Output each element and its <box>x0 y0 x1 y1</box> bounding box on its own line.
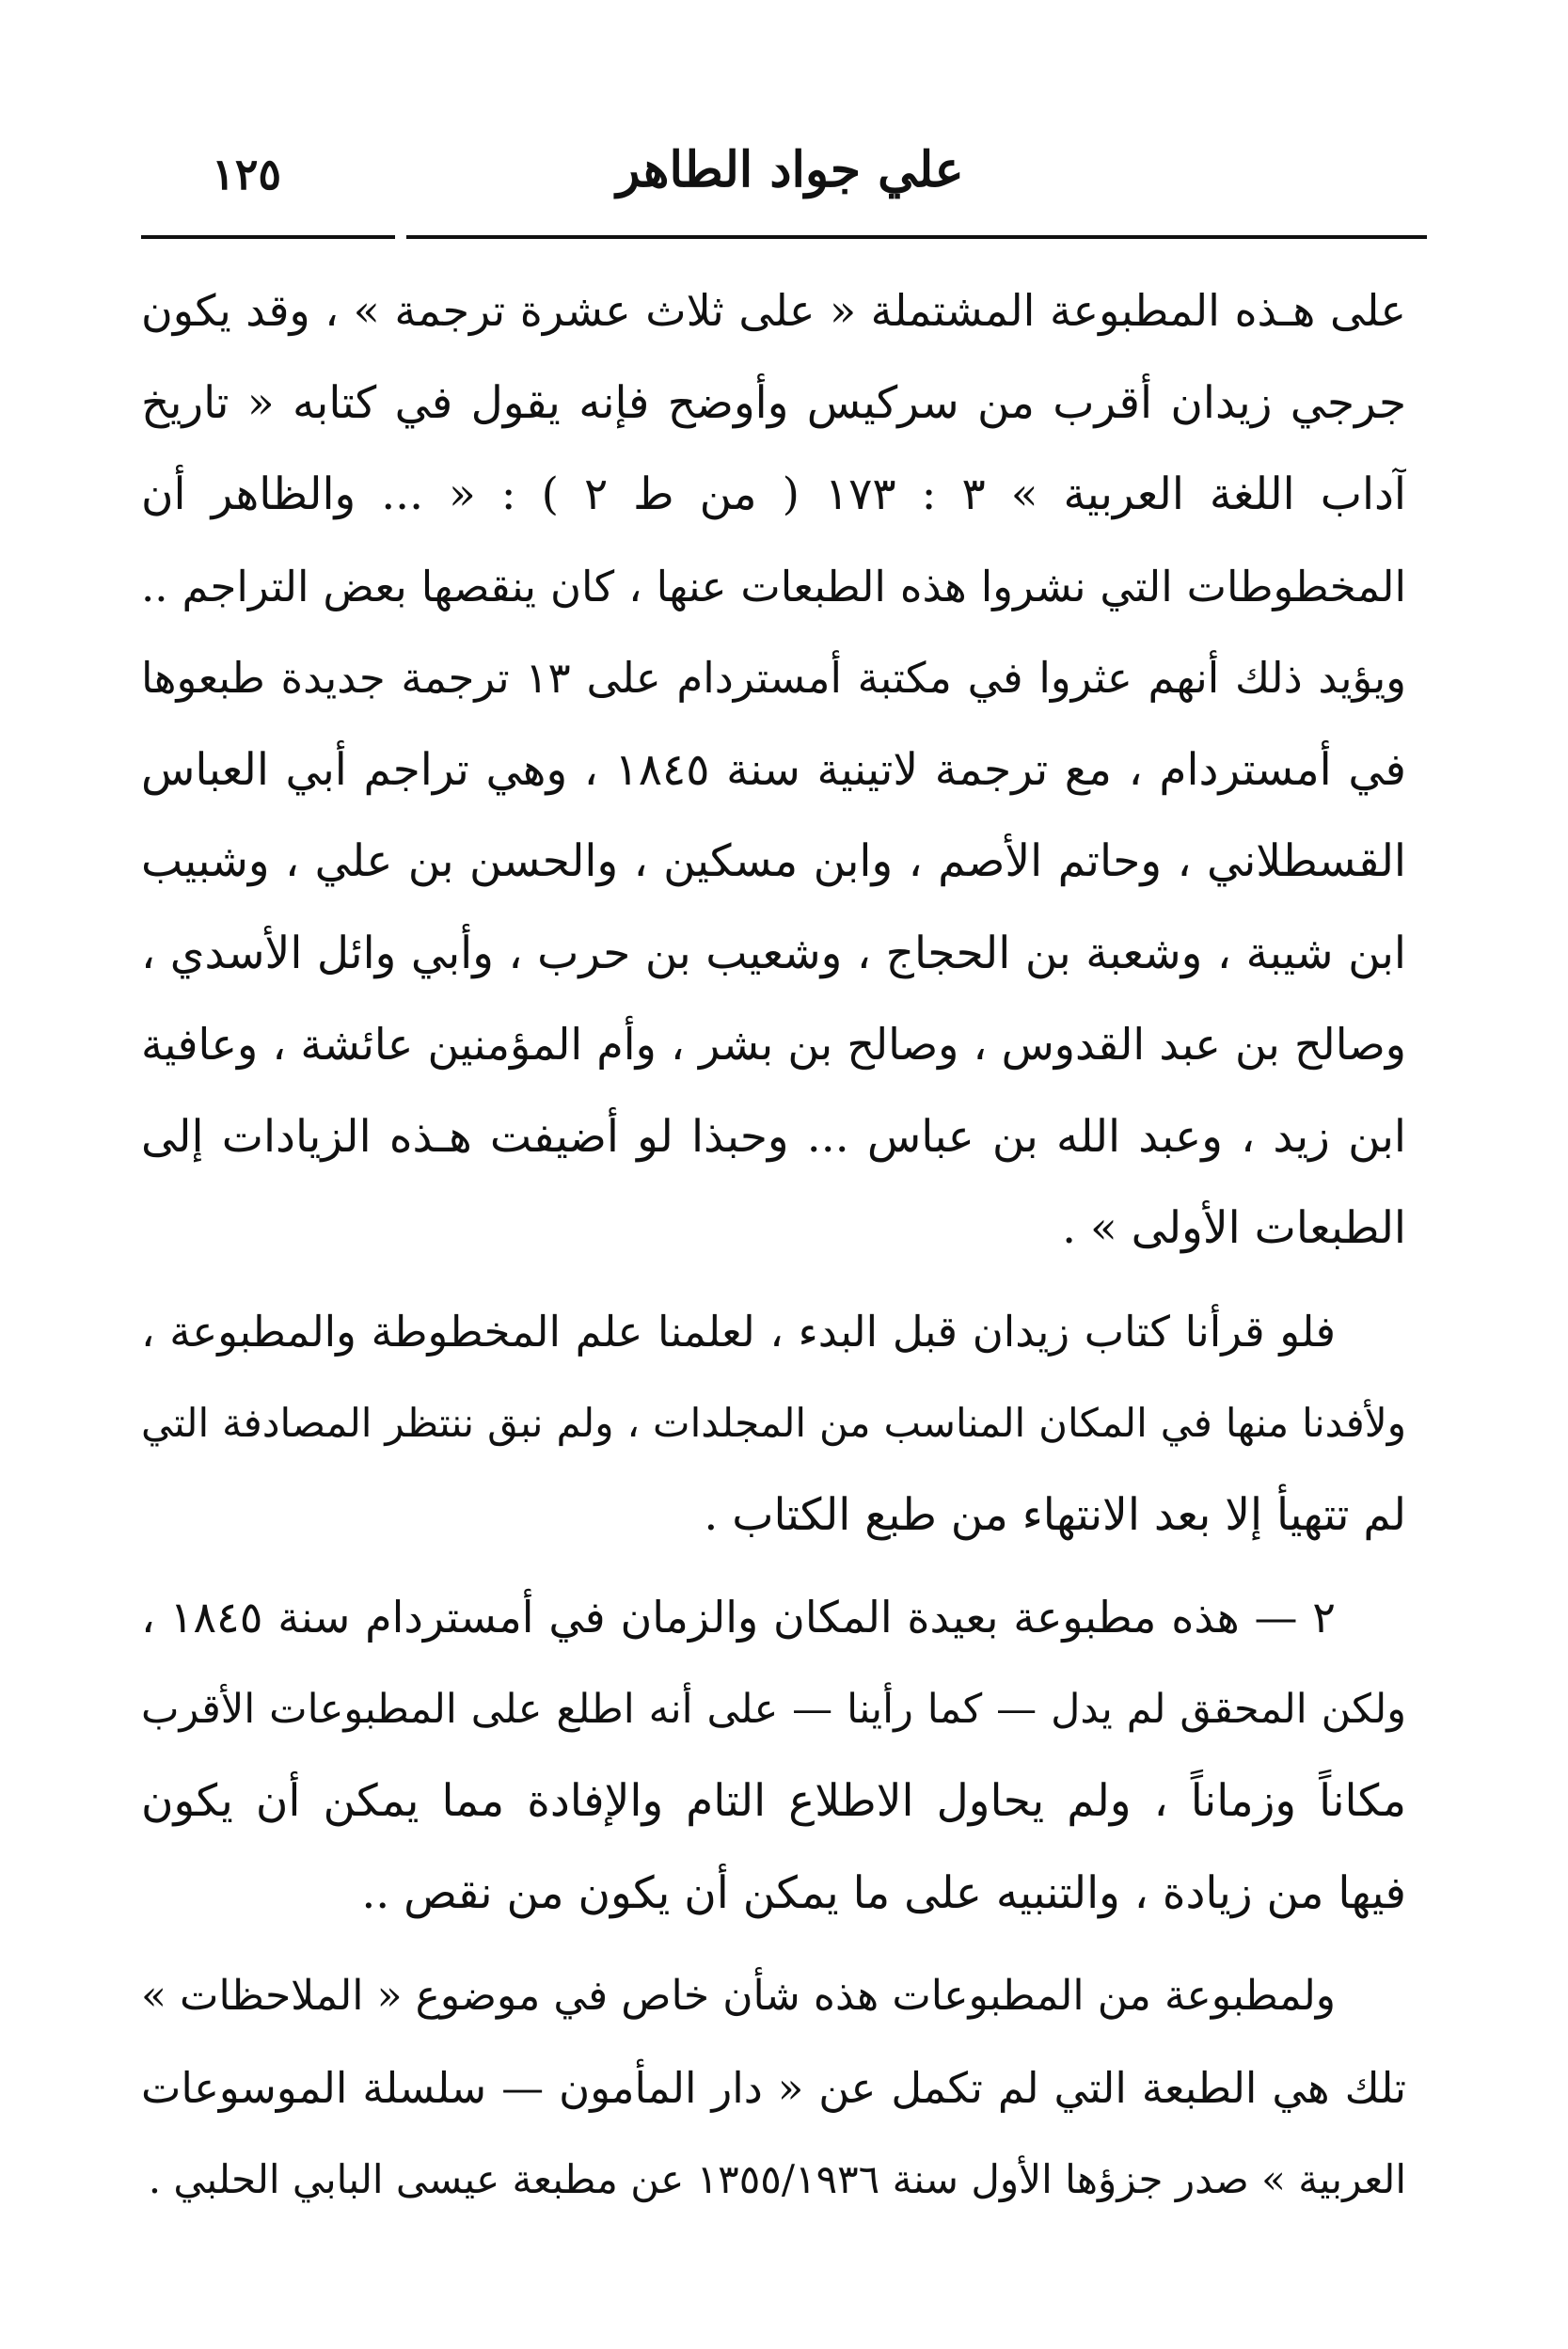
paragraph-gap <box>141 1275 1406 1286</box>
body-text <box>141 265 1406 2226</box>
text-line: على هـذه المطبوعة المشتملة « على ثلاث عشرة ترجمة » ، وقد يكون <box>141 285 1406 336</box>
header-rule-left <box>141 235 395 239</box>
page-number: ١٢٥ <box>212 149 282 199</box>
text-line: الطبعات الأولى » . <box>1062 1202 1406 1254</box>
text-line: ابن شيبة ، وشعبة بن الحجاج ، وشعيب بن حرب ، وأبي وائل الأسدي ، <box>141 927 1406 979</box>
text-line: ولكن المحقق لم يدل — كما رأينا — على أنه اطلع على المطبوعات الأقرب <box>141 1685 1406 1733</box>
text-line: ويؤيد ذلك أنهم عثروا في مكتبة أمستردام على ١٣ ترجمة جديدة طبعوها <box>141 653 1406 703</box>
text-line: لم تتهيأ إلا بعد الانتهاء من طبع الكتاب . <box>704 1488 1406 1541</box>
text-line: فيها من زيادة ، والتنبيه على ما يمكن أن يكون من نقص .. <box>361 1866 1406 1919</box>
paragraph-gap <box>141 1939 1406 1950</box>
text-line: جرجي زيدان أقرب من سركيس وأوضح فإنه يقول في كتابه « تاريخ <box>141 376 1406 429</box>
text-line: مكاناً وزماناً ، ولم يحاول الاطلاع التام والإفادة مما يمكن أن يكون <box>141 1775 1406 1827</box>
text-line: ولأفدنا منها في المكان المناسب من المجلدات ، ولم نبق ننتظر المصادفة التي <box>141 1400 1406 1446</box>
text-line: القسطلاني ، وحاتم الأصم ، وابن مسكين ، والحسن بن علي ، وشبيب <box>141 835 1406 887</box>
text-line: تلك هي الطبعة التي لم تكمل عن « دار المأمون — سلسلة الموسوعات <box>141 2062 1406 2113</box>
header-rule-right <box>406 235 1427 239</box>
text-line: المخطوطات التي نشروا هذه الطبعات عنها ، كان ينقصها بعض التراجم .. <box>141 561 1406 611</box>
text-line: العربية » صدر جزؤها الأول سنة ١٣٥٥/١٩٣٦ عن مطبعة عيسى البابي الحلبي . <box>148 2156 1406 2202</box>
text-line: ابن زيد ، وعبد الله بن عباس ... وحبذا لو أضيفت هـذه الزيادات إلى <box>141 1110 1406 1163</box>
text-line: في أمستردام ، مع ترجمة لاتينية سنة ١٨٤٥ ، وهي تراجم أبي العباس <box>141 743 1406 796</box>
text-line: آداب اللغة العربية » ٣ : ١٧٣ ( من ط ٢ ) : « ... والظاهر أن <box>141 468 1406 520</box>
text-line: ٢ — هذه مطبوعة بعيدة المكان والزمان في أمستردام سنة ١٨٤٥ ، <box>141 1592 1336 1643</box>
paragraph-gap <box>141 1561 1406 1572</box>
text-line: وصالح بن عبد القدوس ، وصالح بن بشر ، وأم المؤمنين عائشة ، وعافية <box>141 1019 1406 1070</box>
text-line: فلو قرأنا كتاب زيدان قبل البدء ، لعلمنا علم المخطوطة والمطبوعة ، <box>141 1306 1336 1357</box>
running-title: علي جواد الطاهر <box>616 141 964 198</box>
text-line: ولمطبوعة من المطبوعات هذه شأن خاص في موضوع « الملاحظات » <box>141 1972 1336 2020</box>
